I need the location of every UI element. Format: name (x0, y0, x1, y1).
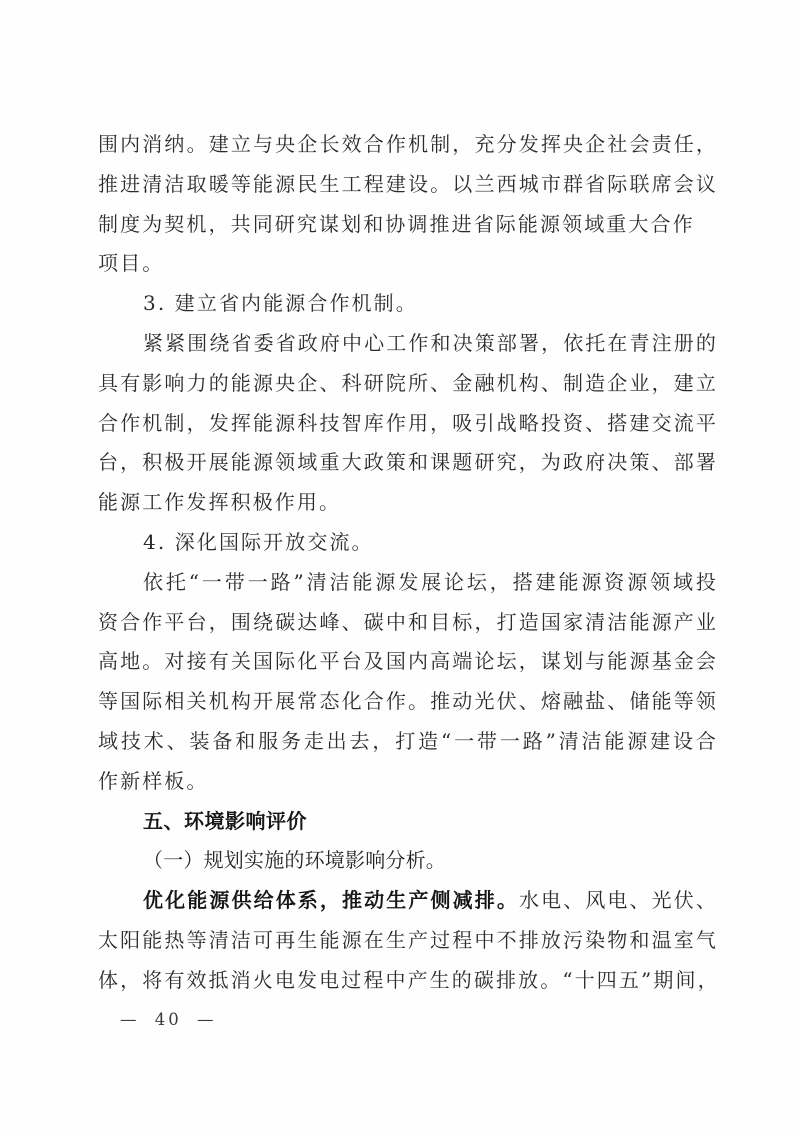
document-body (98, 125, 718, 1001)
text-line (98, 404, 718, 444)
page-footer (120, 1010, 217, 1029)
text-line (98, 324, 718, 364)
page-number: — 40 — (120, 1010, 217, 1029)
text-line (98, 125, 718, 165)
text-line (98, 244, 718, 284)
text-line (98, 881, 718, 921)
text-line (98, 483, 718, 523)
text-line (98, 284, 718, 324)
text-segment: 资合作平台，围绕碳达峰、碳中和目标，打造国家清洁能源产业 (98, 609, 718, 634)
text-segment: 3. 建立省内能源合作机制。 (143, 291, 418, 316)
text-segment: 水电、风电、光伏、 (518, 888, 718, 913)
text-segment: 推进清洁取暖等能源民生工程建设。以兰西城市群省际联席会议 (98, 171, 718, 196)
text-line (98, 603, 718, 643)
text-segment: 具有影响力的能源央企、科研院所、金融机构、制造企业，建立 (98, 370, 718, 395)
text-segment: 等国际相关机构开展常态化合作。推动光伏、熔融盐、储能等领 (98, 689, 718, 714)
text-segment: 优化能源供给体系，推动生产侧减排。 (143, 888, 519, 913)
text-segment: 能源工作发挥积极作用。 (98, 490, 342, 515)
text-line (98, 443, 718, 483)
text-segment: 4. 深化国际开放交流。 (143, 529, 374, 554)
text-line (98, 802, 718, 842)
text-segment: 高地。对接有关国际化平台及国内高端论坛，谋划与能源基金会 (98, 649, 718, 674)
text-line (98, 642, 718, 682)
text-line (98, 205, 718, 245)
text-line (98, 841, 718, 881)
text-line (98, 961, 718, 1001)
text-segment: 作新样板。 (98, 768, 209, 793)
text-segment: 五、环境影响评价 (143, 808, 307, 833)
text-line (98, 921, 718, 961)
text-segment: 体，将有效抵消火电发电过程中产生的碳排放。“十四五”期间， (98, 967, 718, 992)
text-line (98, 762, 718, 802)
text-segment: 紧紧围绕省委省政府中心工作和决策部署，依托在青注册的 (143, 330, 718, 355)
text-line (98, 722, 718, 762)
text-segment: （一）规划实施的环境影响分析。 (143, 848, 446, 873)
text-segment: 合作机制，发挥能源科技智库作用，吸引战略投资、搭建交流平 (98, 410, 718, 435)
text-segment: 制度为契机，共同研究谋划和协调推进省际能源领域重大合作 (98, 211, 695, 236)
text-segment: 域技术、装备和服务走出去，打造“一带一路”清洁能源建设合 (98, 728, 718, 753)
text-line (98, 682, 718, 722)
text-segment: 项目。 (98, 251, 165, 276)
text-segment: 太阳能热等清洁可再生能源在生产过程中不排放污染物和温室气 (98, 927, 718, 952)
text-segment: 台，积极开展能源领域重大政策和课题研究，为政府决策、部署 (98, 450, 718, 475)
text-line (98, 364, 718, 404)
text-line (98, 165, 718, 205)
text-segment: 围内消纳。建立与央企长效合作机制，充分发挥央企社会责任， (98, 132, 718, 156)
text-line (98, 563, 718, 603)
text-segment: 依托“一带一路”清洁能源发展论坛，搭建能源资源领域投 (143, 569, 718, 594)
text-line (98, 523, 718, 563)
